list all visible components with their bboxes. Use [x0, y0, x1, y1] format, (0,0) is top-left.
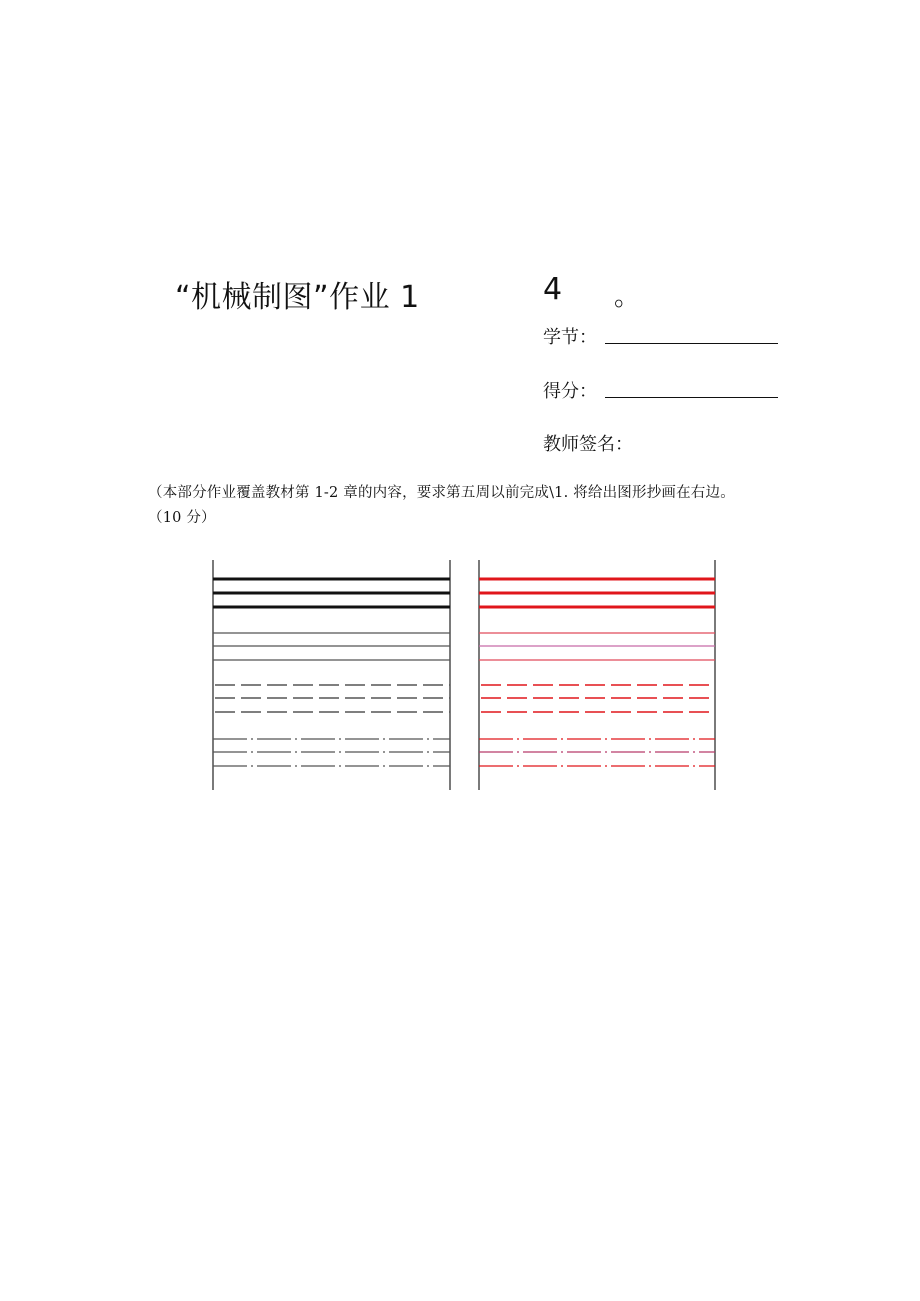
assignment-title: “机械制图”作业 1 [175, 280, 420, 315]
score-label: 得分： [543, 381, 597, 402]
teacher-signature-label: 教师签名： [543, 434, 633, 455]
title-period: 。 [614, 282, 641, 312]
instructions-line-2: （10 分） [148, 510, 216, 526]
instructions-line-1: （本部分作业覆盖教材第 1-2 章的内容，要求第五周以前完成\1. 将给出图形抄画在右边。 [148, 485, 735, 501]
copy-drawing [479, 560, 715, 790]
assignment-number: 4 [543, 272, 563, 307]
original-drawing [213, 560, 450, 790]
section-label: 学节： [543, 327, 597, 348]
